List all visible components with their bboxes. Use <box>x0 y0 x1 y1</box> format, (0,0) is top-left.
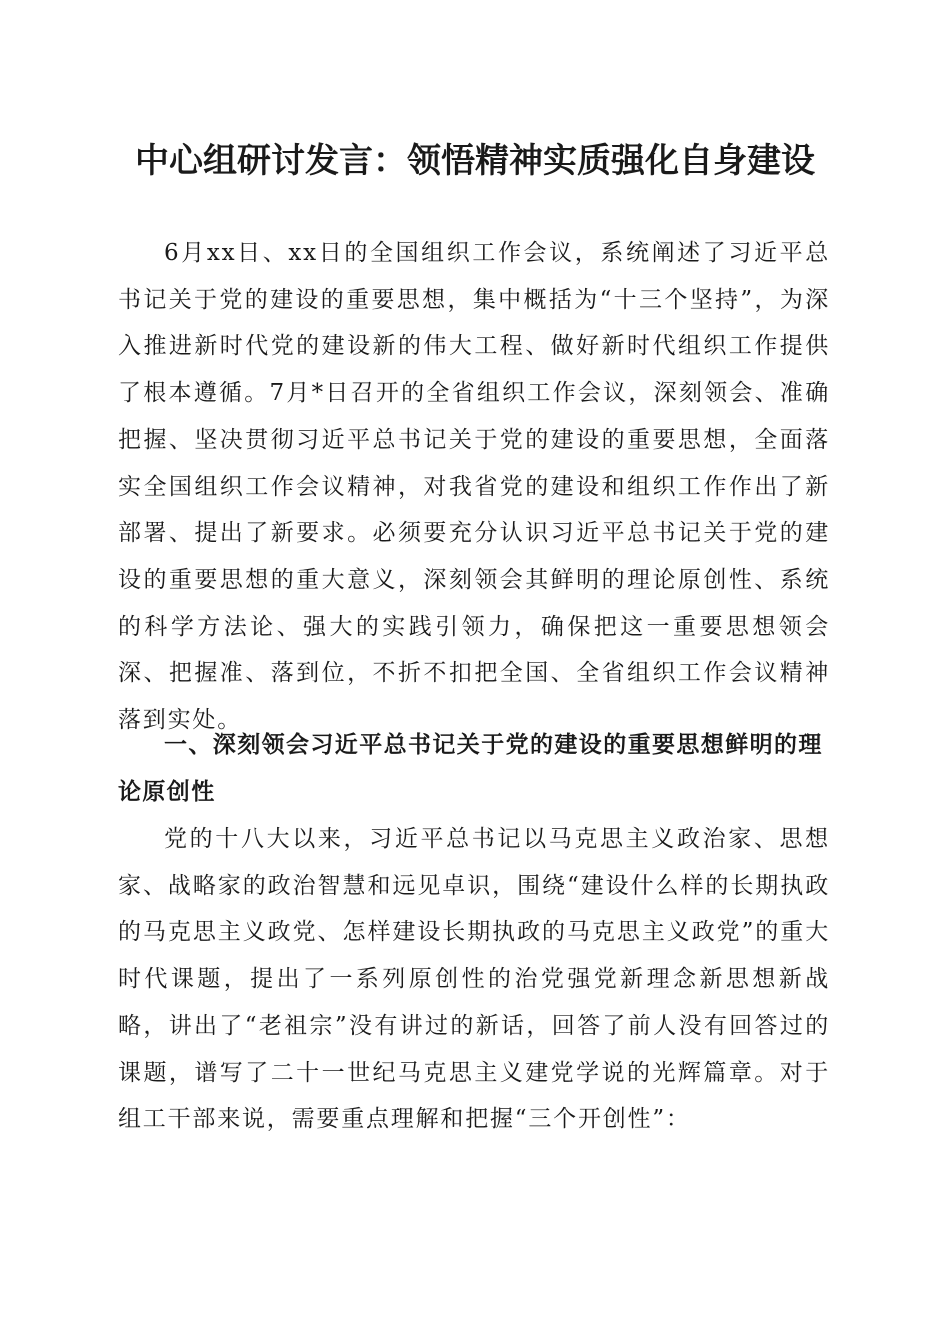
paragraph-intro: 6月xx日、xx日的全国组织工作会议，系统阐述了习近平总书记关于党的建设的重要思想，集中概括为“十三个坚持”，为深入推进新时代党的建设新的伟大工程、做好新时代组织工作提供了根本遵循。7月*日召开的全省组织工作会议，深刻领会、准确把握、坚决贯彻习近平总书记关于党的建设的重要思想，全面落实全国组织工作会议精神，对我省党的建设和组织工作作出了新部署、提出了新要求。必须要充分认识习近平总书记关于党的建设的重要思想的重大意义，深刻领会其鲜明的理论原创性、系统的科学方法论、强大的实践引领力，确保把这一重要思想领会深、把握准、落到位，不折不扣把全国、全省组织工作会议精神落到实处。 <box>118 240 830 734</box>
section-heading-1: 一、深刻领会习近平总书记关于党的建设的重要思想鲜明的理论原创性 <box>118 732 823 805</box>
document-title: 中心组研讨发言：领悟精神实质强化自身建设 <box>135 141 815 181</box>
paragraph-section-1: 党的十八大以来，习近平总书记以马克思主义政治家、思想家、战略家的政治智慧和远见卓识，围绕“建设什么样的长期执政的马克思主义政党、怎样建设长期执政的马克思主义政党”的重大时代课题，提出了一系列原创性的治党强党新理念新思想新战略，讲出了“老祖宗”没有讲过的新话，回答了前人没有回答过的课题，谱写了二十一世纪马克思主义建党学说的光辉篇章。对于组工干部来说，需要重点理解和把握“三个开创性”： <box>118 826 830 1133</box>
